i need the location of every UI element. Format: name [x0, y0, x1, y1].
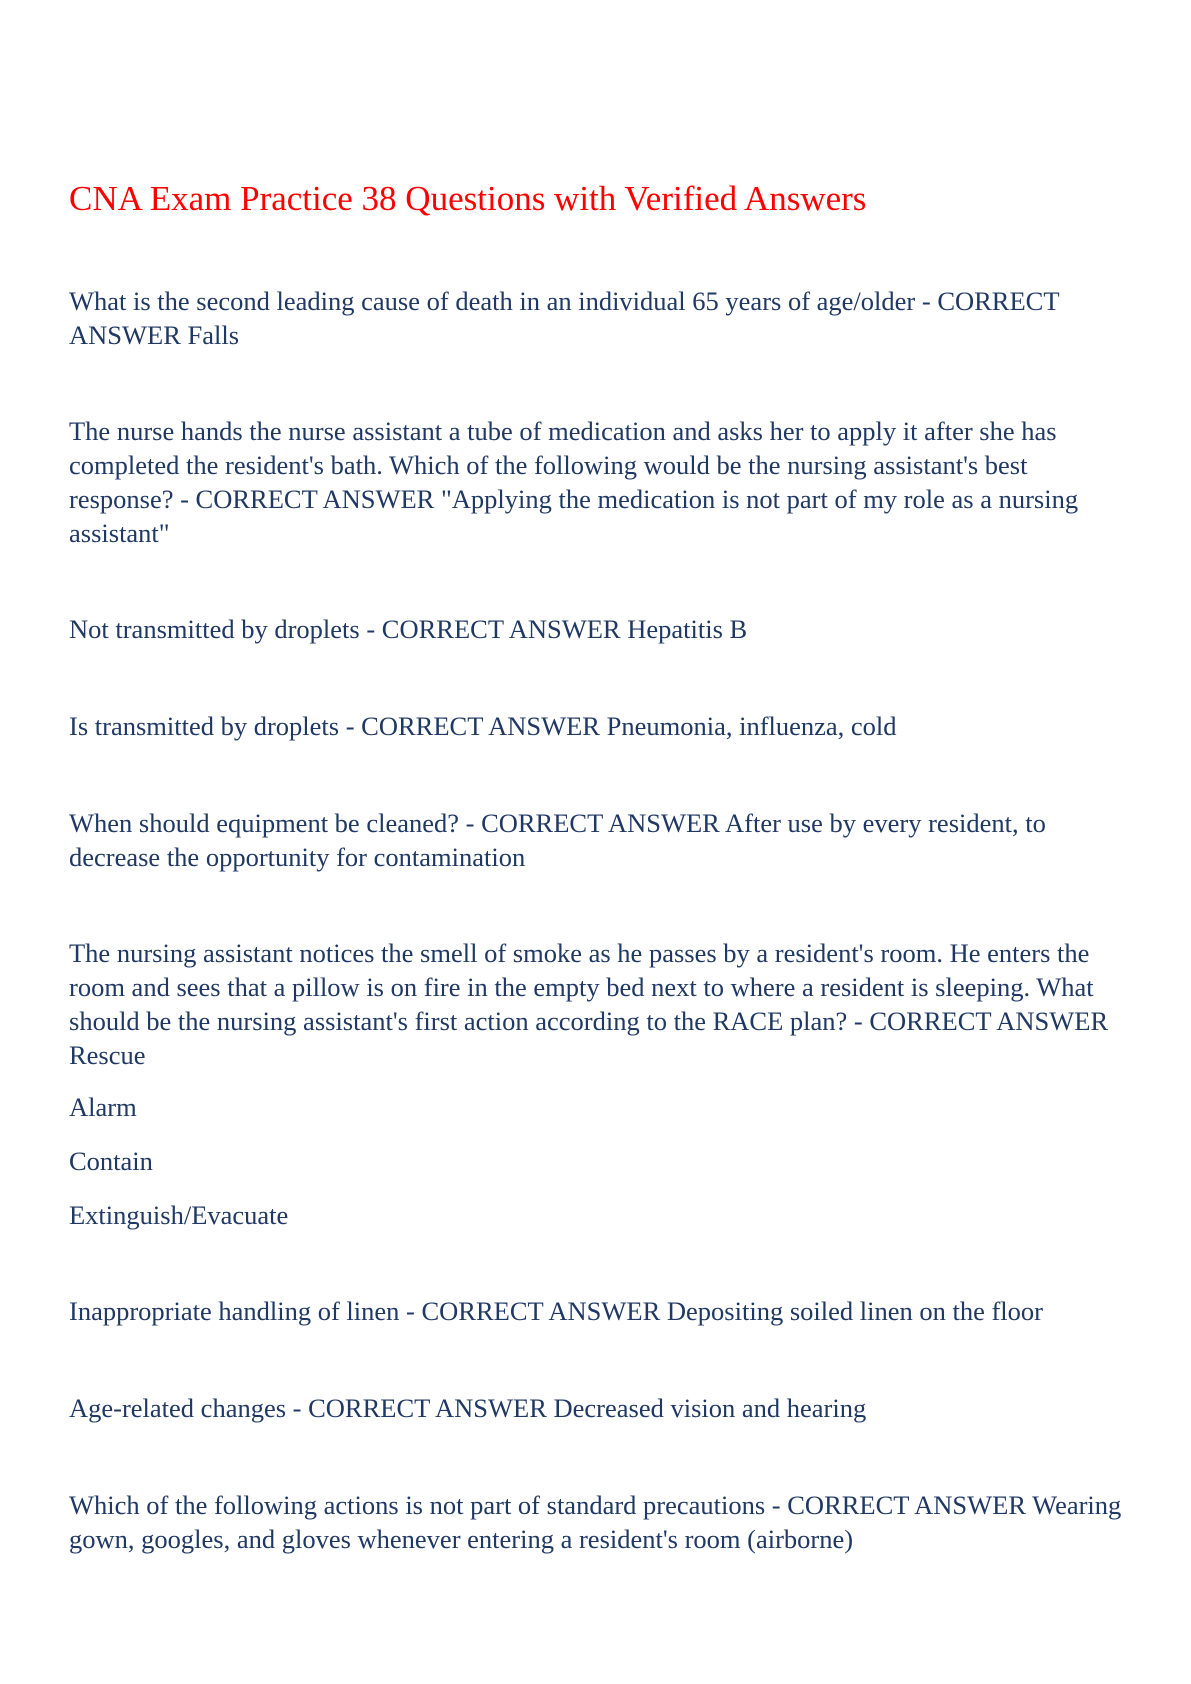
race-step-extinguish: Extinguish/Evacuate: [69, 1200, 289, 1230]
qa-entry-9: Which of the following actions is not part of standard precautions - CORRECT ANSWER Wearing gown, googles, and gloves whenever entering a resident's room (airborne): [69, 1490, 1122, 1554]
qa-entry-2: The nurse hands the nurse assistant a tube of medication and asks her to apply it after she has completed the resident's bath. Which of the following would be the nursing assistant's best response? - CORRECT ANSWER "Applying the medication is not part of my role as a nursing assistant": [69, 416, 1079, 548]
qa-entry-5: When should equipment be cleaned? - CORRECT ANSWER After use by every resident, to decrease the opportunity for contamination: [69, 808, 1046, 872]
qa-entry-6: The nursing assistant notices the smell of smoke as he passes by a resident's room. He enters the room and sees that a pillow is on fire in the empty bed next to where a resident is sleeping. What should be the nursing assistant's first action according to the RACE plan? - CORRECT ANSWER Rescue: [69, 938, 1109, 1070]
document-title: CNA Exam Practice 38 Questions with Verified Answers: [69, 179, 867, 218]
qa-entry-8: Age-related changes - CORRECT ANSWER Decreased vision and hearing: [69, 1393, 867, 1423]
race-step-contain: Contain: [69, 1146, 153, 1176]
race-step-alarm: Alarm: [69, 1092, 137, 1122]
qa-entry-3: Not transmitted by droplets - CORRECT ANSWER Hepatitis B: [69, 614, 748, 644]
qa-entry-1: What is the second leading cause of death in an individual 65 years of age/older - CORRECT ANSWER Falls: [69, 286, 1060, 350]
qa-entry-4: Is transmitted by droplets - CORRECT ANSWER Pneumonia, influenza, cold: [69, 711, 897, 741]
qa-entry-7: Inappropriate handling of linen - CORRECT ANSWER Depositing soiled linen on the floor: [69, 1296, 1043, 1326]
